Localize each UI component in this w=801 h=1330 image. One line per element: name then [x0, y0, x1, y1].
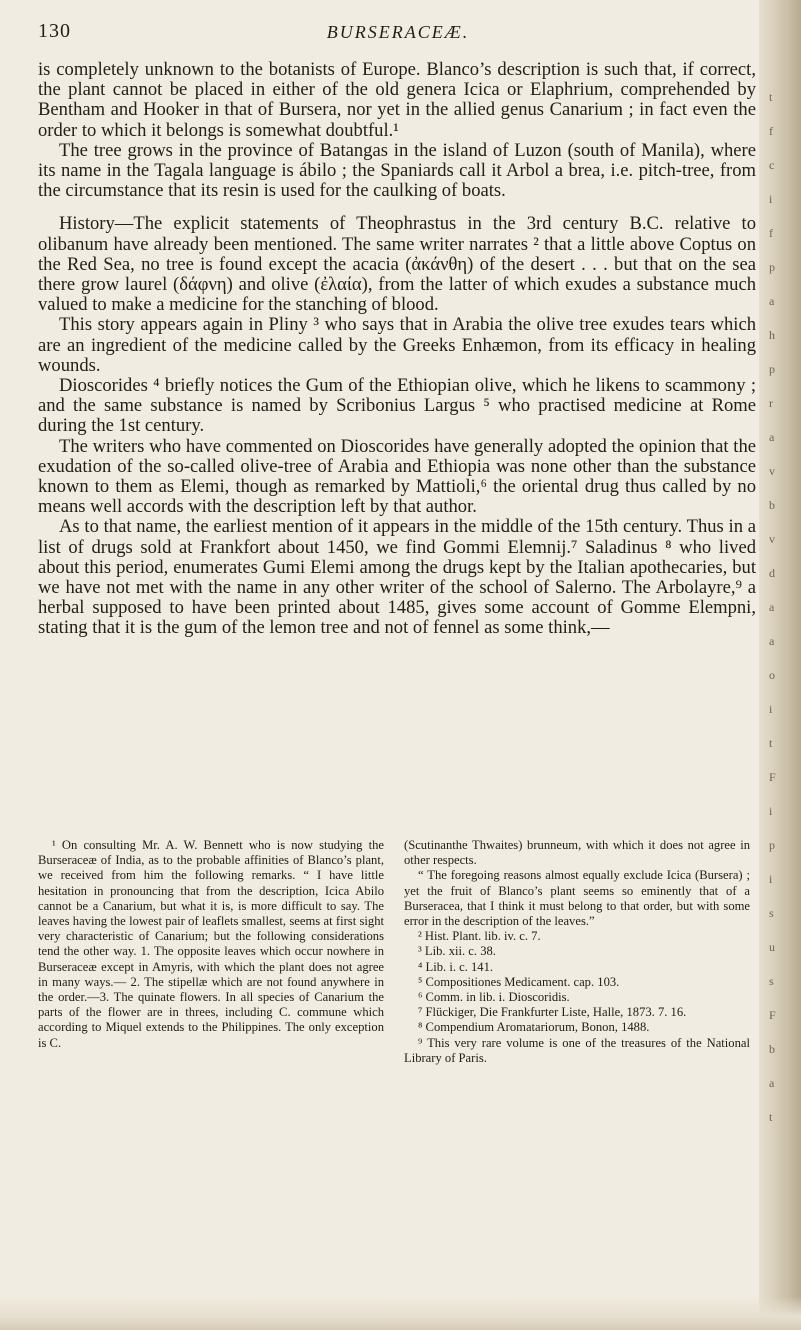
footnote: ⁵ Compositiones Medicament. cap. 103. [418, 974, 620, 989]
section-heading: History [59, 213, 115, 235]
paragraph: The tree grows in the province of Batangas in the island of Luzon (south of Manila), where its name in the Tagala language is ábilo ; the Spaniards call it Arbol a brea, i.e. pitch-tree, from the circumstance that its resin is used for the caulking of boats. [38, 139, 756, 202]
footnote: ⁴ Lib. i. c. 141. [418, 959, 494, 974]
main-text [38, 60, 756, 639]
footnote: ⁶ Comm. in lib. i. Dioscoridis. [418, 990, 570, 1005]
facing-page-edge: t f c i f p a h p r a v b v d a a o i t F i p i s u s F b a t [759, 0, 801, 1330]
footnote: ⁷ Flückiger, Die Frankfurter Liste, Halle, 1873. 7. 16. [418, 1005, 687, 1020]
footnotes [38, 838, 750, 1066]
footnote: ⁸ Compendium Aromatariorum, Bonon, 1488. [418, 1020, 650, 1035]
page-bottom-shadow [0, 1296, 801, 1330]
paragraph: is completely unknown to the botanists of Europe. Blanco’s description is such that, if correct, the plant cannot be placed in either of the old genera Icica or Elaphrium, comprehended by Bentham and Hooker in that of Bursera, nor yet in the allied genus Canarium ; in fact even the order to which it belongs is somewhat doubtful.¹ [38, 59, 756, 141]
paragraph: The writers who have commented on Dioscorides have generally adopted the opinion that the exudation of the so-called olive-tree of Arabia and Ethiopia was none other than the substance known to them as Elemi, though as remarked by Mattioli,⁶ the oriental drug thus called by no means well accords with the description left by that author. [38, 435, 756, 518]
footnote: ³ Lib. xii. c. 38. [418, 944, 496, 959]
paragraph: This story appears again in Pliny ³ who says that in Arabia the olive tree exudes tears which are an ingredient of the medicine called by the Greeks Enhæmon, from its efficacy in healing wounds. [38, 314, 756, 376]
footnote-column-right [404, 838, 750, 1066]
paragraph: As to that name, the earliest mention of it appears in the middle of the 15th century. Thus in a list of drugs sold at Frankfort about 1450, we find Gommi Elemnij.⁷ Saladinus ⁸ who lived about this period, enumerates Gumi Elemi among the drugs kept by the Italian apothecaries, but we have not met with the name in any other writer of the school of Salerno. The Arbolayre,⁹ a herbal supposed to have been printed about 1485, gives some account of Gomme Elempni, stating that it is the gum of the lemon tree and not of fennel as some think,— [38, 516, 756, 639]
paragraph-text: —The explicit statements of Theophrastus in the 3rd century B.C. relative to olibanum have already been mentioned. The same writer narrates ² that a little above Coptus on the Red Sea, no tree is found except the acacia (ἀκάνθη) of the desert . . . but that on the sea there grow laurel (δάφνη) and olive (ἐλαία), from the latter of which exudes a substance much valued to make a medicine for the stanching of blood. [38, 213, 756, 316]
footnote: ² Hist. Plant. lib. iv. c. 7. [418, 929, 541, 944]
footnote-continued: “ The foregoing reasons almost equally exclude Icica (Bursera) ; yet the fruit of Blanco’s plant seems so eminently that of a Burseracea, that I think it must belong to that order, but with some error in the description of the leaves.” [404, 868, 750, 929]
running-head: BURSERACEÆ. [326, 22, 470, 42]
footnote-continued: (Scutinanthe Thwaites) brunneum, with which it does not agree in other respects. [404, 838, 750, 868]
footnote: ¹ On consulting Mr. A. W. Bennett who is now studying the Burseraceæ of India, as to the probable affinities of Blanco’s plant, we received from him the following remarks. “ I have little hesitation in pronouncing that from the description, Icica Abilo cannot be a Canarium, but what it is, is more difficult to say. The leaves having the lowest pair of leaflets smallest, seems at first sight very characteristic of Canarium; but the following considerations tend the other way. 1. The opposite leaves which occur nowhere in Burseraceæ except in Amyris, with which the plant does not agree in many ways.— 2. The stipellæ which are not found anywhere in the order.—3. The quinate flowers. In all species of Canarium the parts of the flower are in threes, including C. commune which according to Miquel extends to the Philippines. The only exception is C. [38, 838, 384, 1050]
paragraph: Dioscorides ⁴ briefly notices the Gum of the Ethiopian olive, which he likens to scammony ; and the same substance is named by Scribonius Largus ⁵ who practised medicine at Rome during the 1st century. [38, 375, 756, 437]
page-number: 130 [38, 20, 71, 42]
footnote: ⁹ This very rare volume is one of the treasures of the National Library of Paris. [404, 1035, 750, 1065]
section-paragraph [38, 214, 756, 315]
footnote-column-left [38, 838, 384, 1066]
page-header [38, 20, 758, 50]
